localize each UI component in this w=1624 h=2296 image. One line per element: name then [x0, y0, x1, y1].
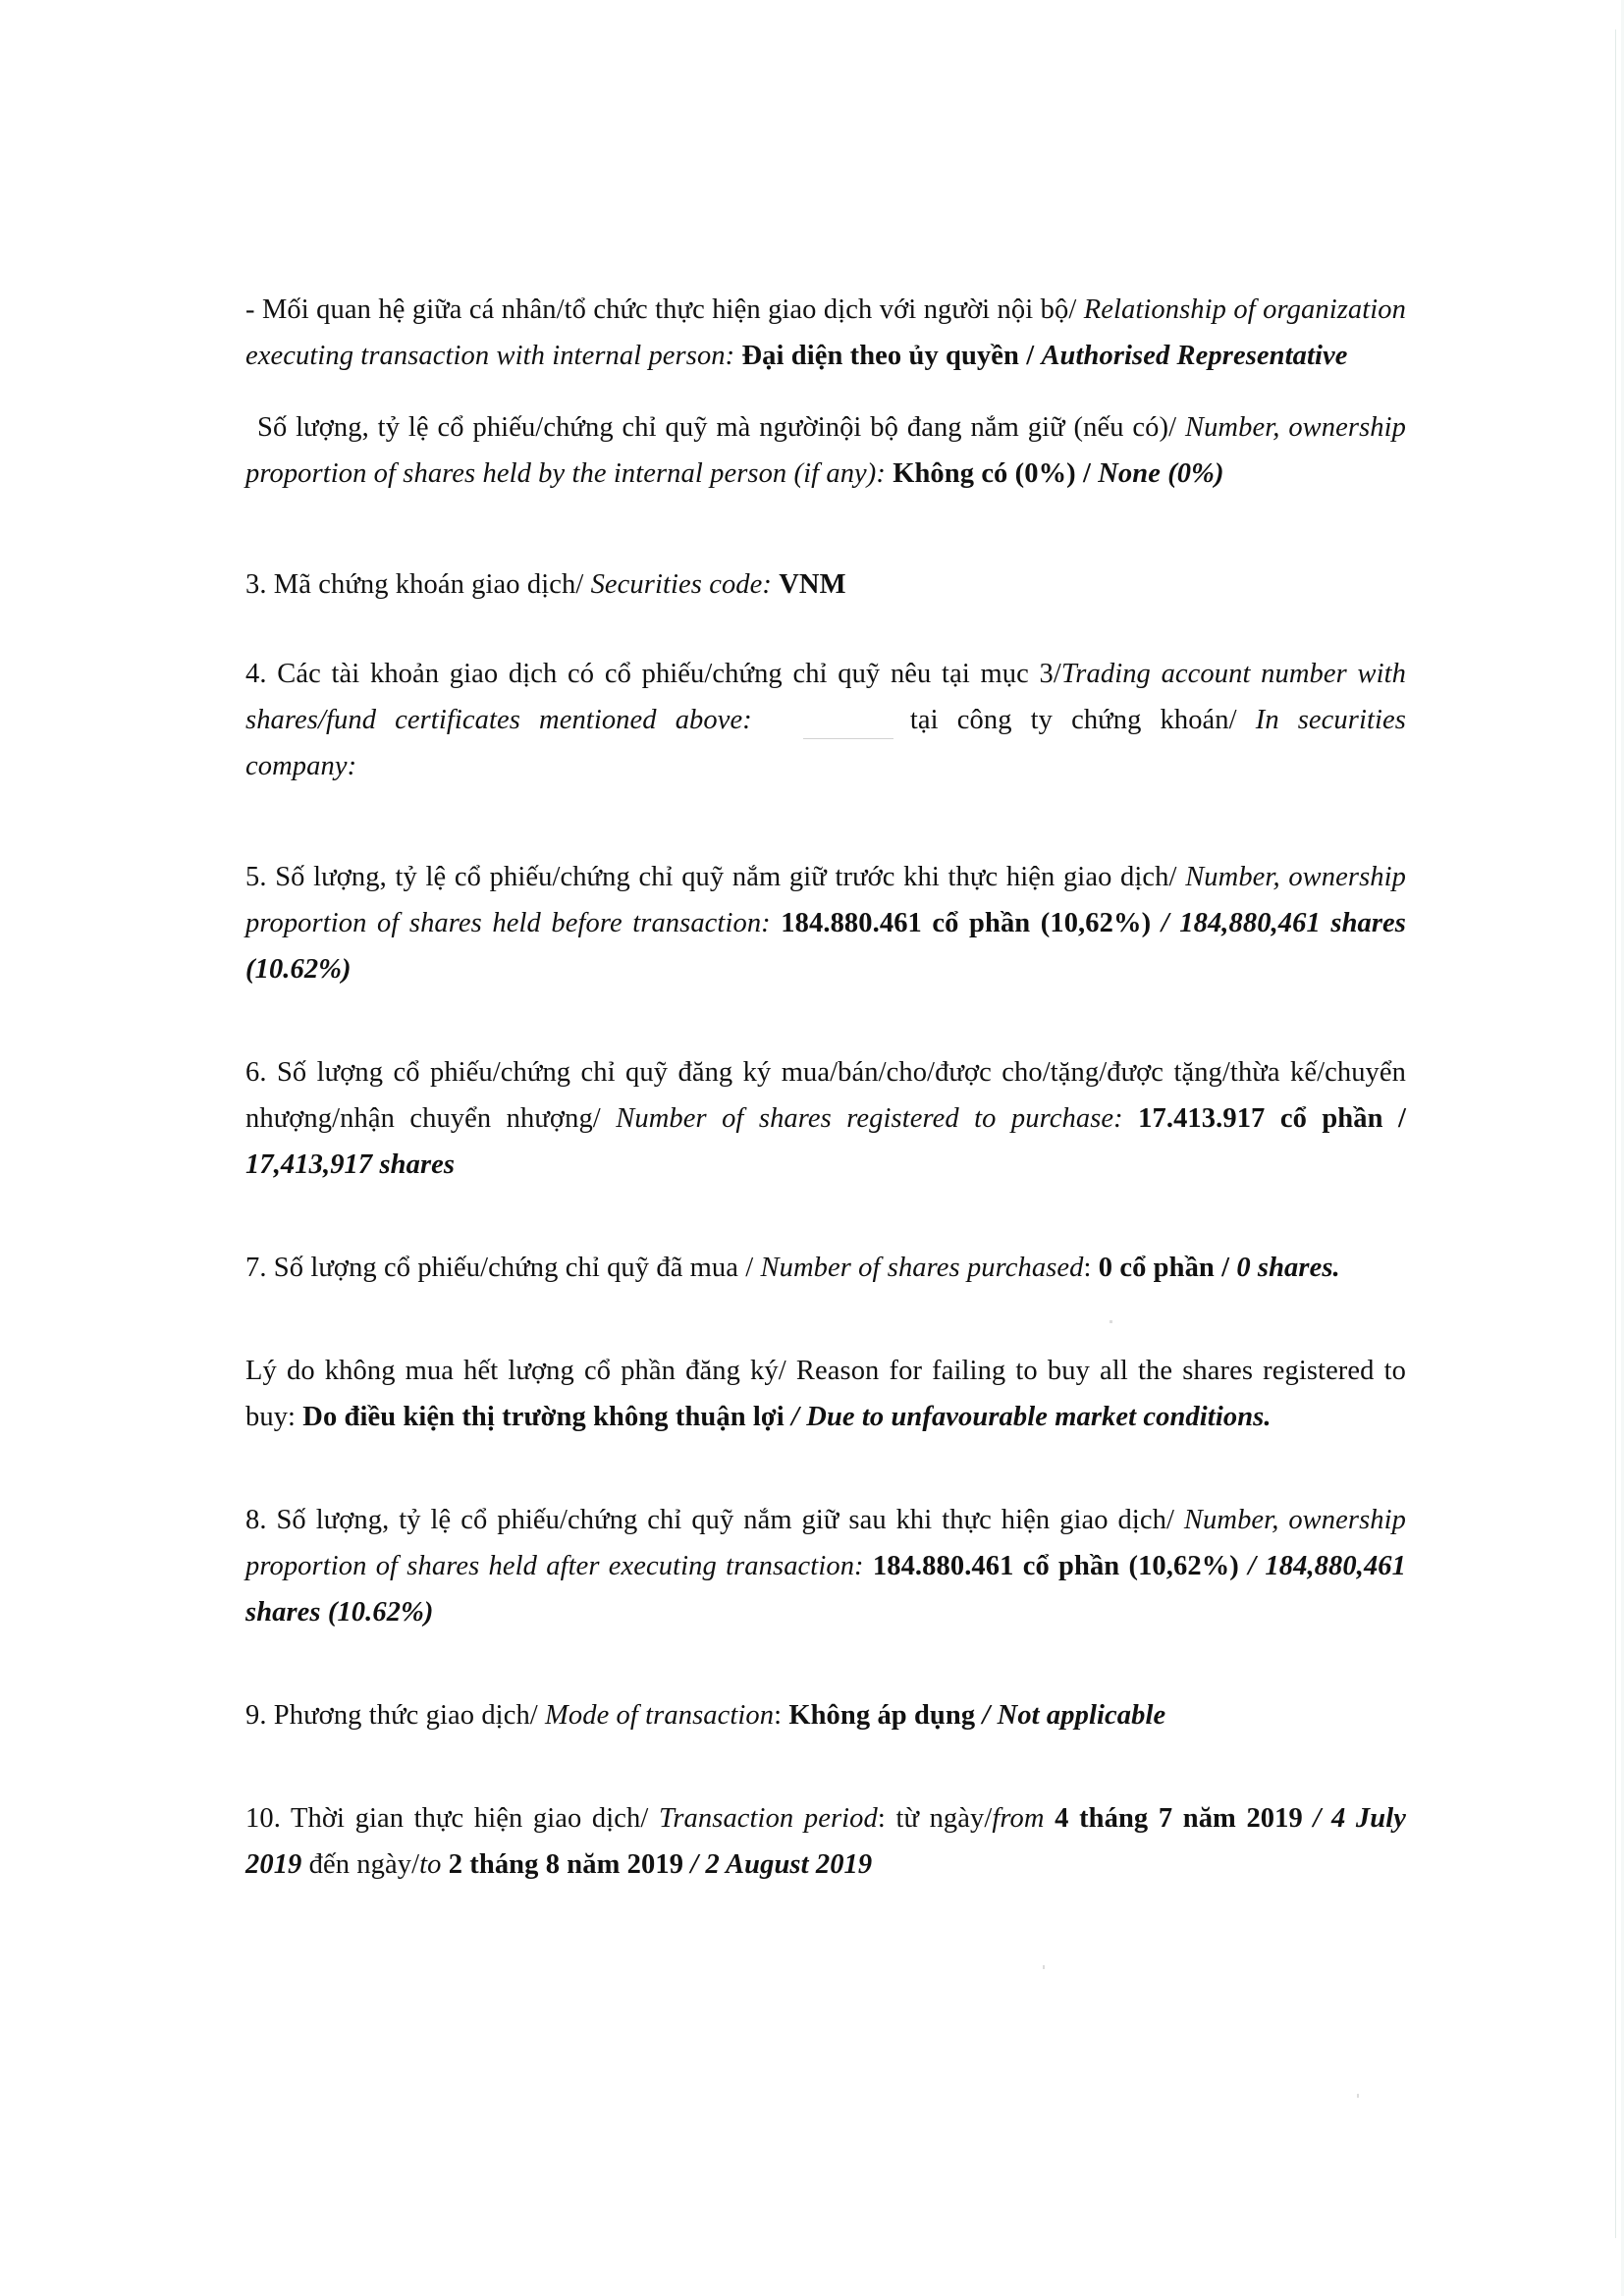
relationship-en-label: Relationship of organization executing transaction with internal person:	[245, 294, 1406, 371]
redaction-tick	[809, 738, 819, 740]
item6-value-en: 17,413,917 shares	[245, 1149, 456, 1180]
reason-vi-lead: Lý do không mua hết lượng cổ phần đăng ký/	[245, 1356, 796, 1386]
paragraph-item-8	[245, 1497, 1406, 1635]
item8-vi-lead: Số lượng, tỷ lệ cổ phiếu/chứng chỉ quỹ nắm giữ sau khi thực hiện giao dịch/	[266, 1505, 1184, 1535]
item10-vi-lead: Thời gian thực hiện giao dịch/	[280, 1803, 659, 1834]
paragraph-internal-holding	[245, 404, 1406, 497]
relationship-value-en: Authorised Representative	[1041, 341, 1348, 371]
item6-vi-lead: Số lượng cổ phiếu/chứng chỉ quỹ đăng ký mua/bán/cho/được cho/tặng/được tặng/thừa kế/chuyển nhượng/nhận chuyển nhượng/	[245, 1057, 1406, 1134]
item10-colon: :	[877, 1803, 896, 1834]
item10-to-vi: đến ngày/	[308, 1849, 420, 1880]
item8-value-en: / 184,880,461 shares (10.62%)	[245, 1551, 1407, 1628]
item7-colon: :	[1083, 1253, 1099, 1283]
item10-date-from-vi: 4 tháng 7 năm 2019	[1055, 1803, 1303, 1834]
scan-speck	[1043, 1965, 1045, 1969]
item10-date-from-en: / 4 July 2019	[245, 1803, 1406, 1880]
document-text-column	[245, 287, 1406, 1917]
item9-colon: :	[774, 1700, 789, 1731]
paragraph-item-10	[245, 1795, 1406, 1888]
item8-en-label: Number, ownership proportion of shares held after executing transaction:	[245, 1505, 1406, 1581]
item10-from-vi: từ ngày/	[895, 1803, 993, 1834]
paragraph-item-5	[245, 854, 1406, 992]
internal-holding-value-vi: Không có (0%) /	[893, 458, 1099, 489]
item10-en-label: Transaction period	[658, 1803, 878, 1834]
item6-en-label: Number of shares registered to purchase:	[616, 1103, 1139, 1134]
internal-holding-en-label: Number, ownership proportion of shares held by the internal person (if any):	[245, 412, 1406, 489]
item7-vi-lead: Số lượng cổ phiếu/chứng chỉ quỹ đã mua /	[266, 1253, 761, 1283]
paragraph-item-7	[245, 1245, 1406, 1291]
item7-value-en: 0 shares.	[1236, 1253, 1340, 1283]
item10-number: 10.	[245, 1803, 281, 1834]
item9-value-vi: Không áp dụng	[788, 1700, 983, 1731]
item5-value-vi: 184.880.461 cổ phần (10,62%)	[781, 908, 1152, 938]
item3-vi-lead: Mã chứng khoán giao dịch/	[266, 569, 591, 600]
internal-holding-vi-lead: Số lượng, tỷ lệ cổ phiếu/chứng chỉ quỹ mà ngườinội bộ đang nắm giữ (nếu có)/	[257, 412, 1185, 443]
scan-edge-line	[1615, 29, 1616, 2238]
item5-value-en: / 184,880,461 shares (10.62%)	[245, 908, 1407, 985]
item10-to-en: to	[419, 1849, 449, 1880]
item10-from-en: from	[992, 1803, 1056, 1834]
paragraph-item-6	[245, 1049, 1406, 1188]
item10-date-to-vi: 2 tháng 8 năm 2019	[448, 1849, 684, 1880]
redaction-tick	[862, 738, 872, 740]
item4-vi-mid: tại công ty chứng khoán/	[891, 705, 1256, 735]
reason-value-en: / Due to unfavourable market conditions.	[791, 1402, 1272, 1432]
item5-en-label: Number, ownership proportion of shares held before transaction:	[245, 862, 1406, 938]
item4-number: 4.	[245, 659, 267, 689]
paragraph-item-9	[245, 1692, 1406, 1738]
item4-en-label: Trading account number with shares/fund certificates mentioned above:	[245, 659, 1406, 735]
item4-en-label-2: In securities company:	[245, 705, 1406, 781]
relationship-value-vi: Đại diện theo ủy quyền /	[741, 341, 1042, 371]
paragraph-reason	[245, 1348, 1406, 1440]
item9-en-label: Mode of transaction	[545, 1700, 775, 1731]
paragraph-item-4	[245, 651, 1406, 789]
internal-holding-value-en: None (0%)	[1098, 458, 1224, 489]
paragraph-item-3	[245, 561, 1406, 608]
item3-en-label: Securities code:	[590, 569, 780, 600]
item10-date-to-en: / 2 August 2019	[683, 1849, 873, 1880]
item8-value-vi: 184.880.461 cổ phần (10,62%)	[872, 1551, 1239, 1581]
item9-vi-lead: Phương thức giao dịch/	[266, 1700, 546, 1731]
item5-vi-lead: Số lượng, tỷ lệ cổ phiếu/chứng chỉ quỹ nắm giữ trước khi thực hiện giao dịch/	[266, 862, 1186, 892]
item7-value-vi: 0 cổ phần /	[1098, 1253, 1237, 1283]
item9-number: 9.	[245, 1700, 267, 1731]
reason-value-vi: Do điều kiện thị trường không thuận lợi	[302, 1402, 792, 1432]
reason-en-label: Reason for failing to buy all the shares registered to buy:	[245, 1356, 1406, 1432]
scan-speck	[1357, 2094, 1359, 2098]
paragraph-relationship	[245, 287, 1406, 379]
item7-en-label: Number of shares purchased	[760, 1253, 1084, 1283]
item4-vi-lead: Các tài khoản giao dịch có cổ phiếu/chứng chỉ quỹ nêu tại mục 3/	[266, 659, 1061, 689]
item3-number: 3.	[245, 569, 267, 600]
item5-number: 5.	[245, 862, 267, 892]
item7-number: 7.	[245, 1253, 267, 1283]
item6-number: 6.	[245, 1057, 267, 1088]
item6-value-vi: 17.413.917 cổ phần /	[1138, 1103, 1406, 1134]
item3-value-securities-code: VNM	[779, 569, 846, 600]
item8-number: 8.	[245, 1505, 267, 1535]
relationship-vi-lead: - Mối quan hệ giữa cá nhân/tổ chức thực hiện giao dịch với người nội bộ/	[245, 294, 1084, 325]
item9-value-en: / Not applicable	[982, 1700, 1166, 1731]
